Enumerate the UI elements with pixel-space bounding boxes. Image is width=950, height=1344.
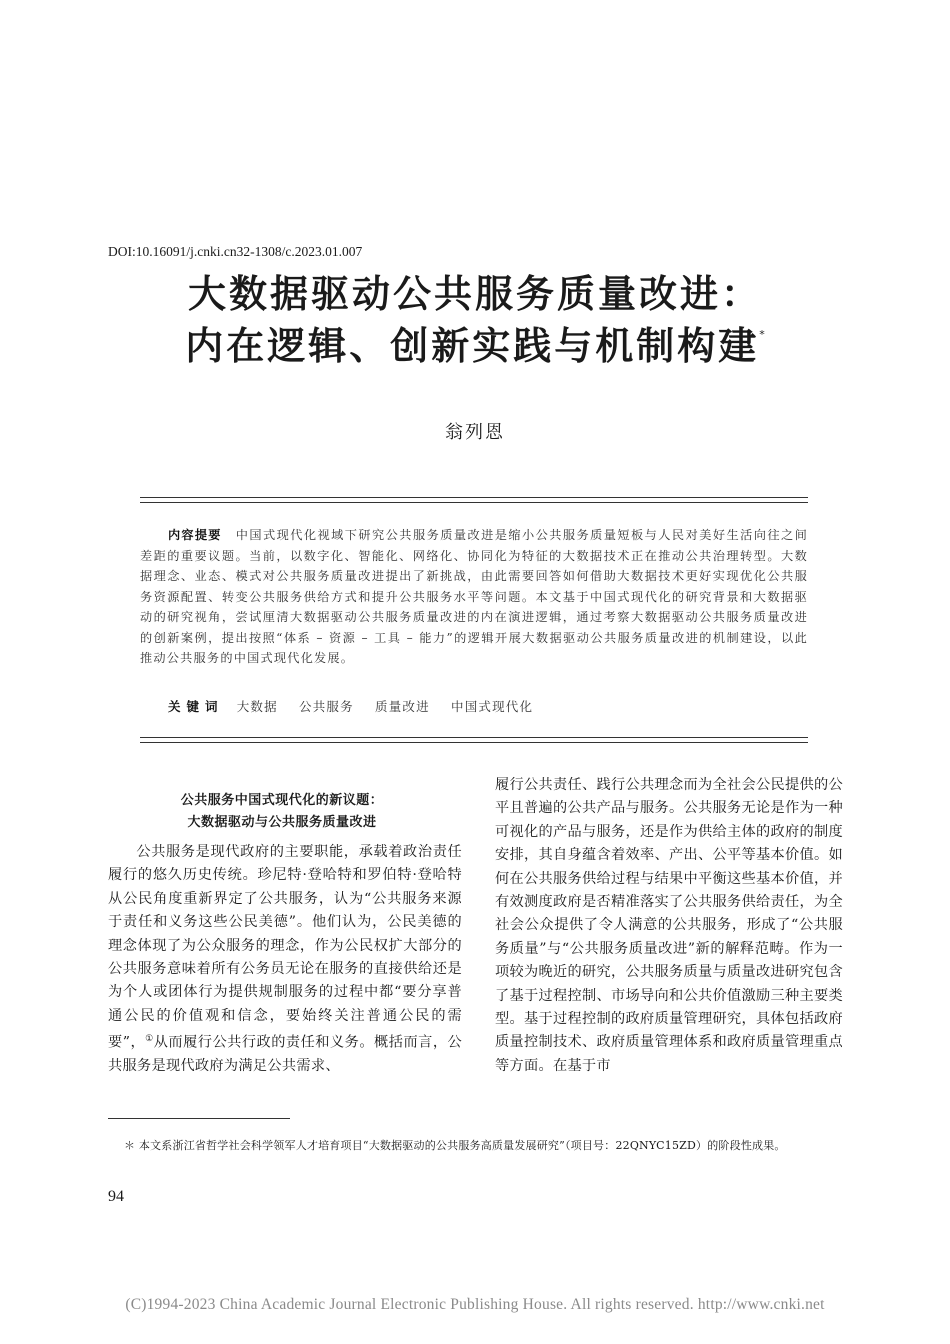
section-heading-line-2: 大数据驱动与公共服务质量改进 [187, 815, 377, 830]
copyright-line: (C)1994-2023 China Academic Journal Electronic Publishing House. All rights reserved. http://www.cnki.net [125, 1296, 825, 1313]
keywords-label: 关键词 [168, 699, 224, 714]
body-text-before-ref: 公共服务是现代政府的主要职能，承载着政治责任履行的悠久历史传统。珍尼特·登哈特和罗伯特·登哈特从公民角度重新界定了公共服务，认为“公共服务来源于责任和义务这些公民美德”。他们认为，公民美德的理念体现了为公众服务的理念，作为公民权扩大部分的公共服务意味着所有公务员无论在服务的直接供给还是为个人或团体行为提供规制服务的过程中都“要分享普通公民的价值观和信念，要始终关注普通公民的需要”， [108, 844, 462, 1051]
abstract-label: 内容提要 [168, 528, 222, 542]
abstract-text: 中国式现代化视域下研究公共服务质量改进是缩小公共服务质量短板与人民对美好生活向往之间差距的重要议题。当前，以数字化、智能化、网络化、协同化为特征的大数据技术正在推动公共治理转型。大数据理念、业态、模式对公共服务质量改进提出了新挑战，由此需要回答如何借助大数据技术更好实现优化公共服务资源配置、转变公共服务供给方式和提升公共服务水平等问题。本文基于中国式现代化的研究背景和大数据驱动的研究视角，尝试厘清大数据驱动公共服务质量改进的内在演进逻辑，通过考察大数据驱动公共服务质量改进的创新案例，提出按照“体系 – 资源 – 工具 – 能力”的逻辑开展大数据驱动公共服务质量改进的机制建设，以此推动公共服务的中国式现代化发展。 [140, 528, 809, 665]
page-number: 94 [108, 1188, 124, 1205]
doi-line: DOI:10.16091/j.cnki.cn32-1308/c.2023.01.007 [108, 244, 363, 259]
keywords-line [168, 697, 549, 715]
keyword-item: 公共服务 [299, 699, 354, 714]
title-line-1-text: 大数据驱动公共服务质量改进： [187, 272, 762, 316]
section-heading-line-1: 公共服务中国式现代化的新议题： [180, 793, 384, 808]
body-paragraph [108, 841, 462, 1079]
keyword-item: 质量改进 [375, 699, 430, 714]
author-name: 翁列恩 [445, 422, 505, 443]
abstract-top-rule [140, 497, 808, 503]
footnote-rule [108, 1118, 290, 1119]
footnote-reference-marker[interactable]: ① [145, 1034, 154, 1045]
abstract-block [140, 525, 808, 669]
body-text-after-ref: 从而履行公共行政的责任和义务。概括而言，公共服务是现代政府为满足公共需求、 [108, 1034, 462, 1075]
article-title-line-1 [100, 272, 850, 316]
footnote: ＊ 本文系浙江省哲学社会科学领军人才培育项目“大数据驱动的公共服务高质量发展研究”（项目号：22QNYC15ZD）的阶段性成果。 [124, 1139, 786, 1152]
title-footnote-marker: * [759, 328, 765, 341]
body-paragraph-continued: 履行公共责任、践行公共理念而为全社会公民提供的公平且普遍的公共产品与服务。公共服务无论是作为一种可视化的产品与服务，还是作为供给主体的政府的制度安排，其自身蕴含着效率、产出、公平等基本价值。如何在公共服务供给过程与结果中平衡这些基本价值，并有效测度政府是否精准落实了公共服务供给责任，为全社会公众提供了令人满意的公共服务，形成了“公共服务质量”与“公共服务质量改进”新的解释范畴。作为一项较为晚近的研究，公共服务质量与质量改进研究包含了基于过程控制、市场导向和公共价值激励三种主要类型。基于过程控制的政府质量管理研究，具体包括政府质量控制技术、政府质量管理体系和政府质量管理重点等方面。在基于市 [495, 777, 843, 1074]
keyword-item: 中国式现代化 [451, 699, 534, 714]
body-column-right [495, 774, 843, 1078]
title-line-2-text: 内在逻辑、创新实践与机制构建 [185, 324, 760, 368]
keyword-item: 大数据 [236, 699, 278, 714]
article-title-line-2 [100, 324, 850, 368]
abstract-bottom-rule [140, 737, 808, 743]
body-column-left [108, 841, 462, 1079]
